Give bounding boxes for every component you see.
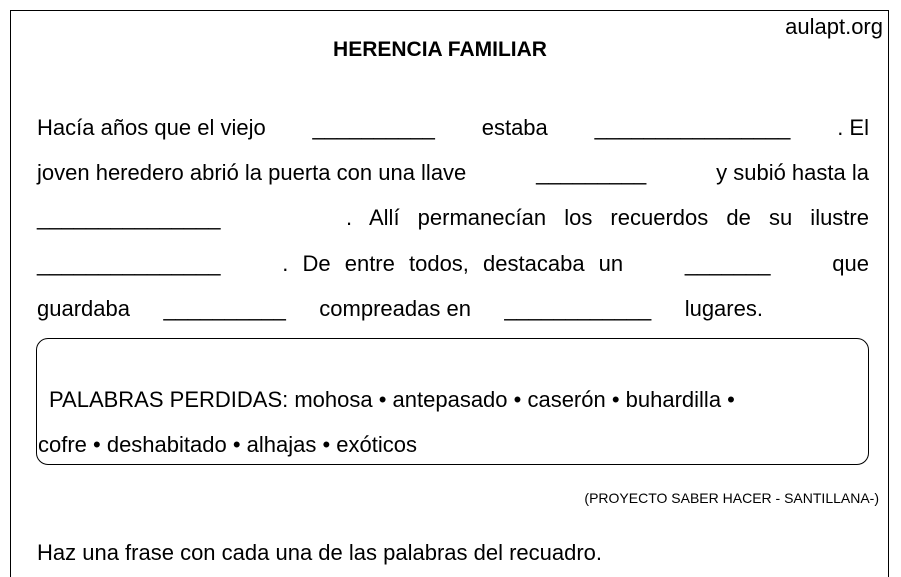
blank: ____________ [504, 296, 652, 321]
site-name: aulapt.org [785, 14, 883, 39]
word-bank-box [36, 338, 869, 465]
page-title: HERENCIA FAMILIAR [333, 38, 547, 61]
text-segment: . Allí permanecían los recuerdos de su ilustre [345, 205, 869, 230]
blank: ________________ [594, 115, 791, 140]
word-bank-text: PALABRAS PERDIDAS: mohosa • antepasado • caserón • buhardilla • [49, 387, 735, 412]
blank: _______ [684, 251, 771, 276]
text-line-4 [37, 250, 869, 278]
text-segment: . El [837, 115, 869, 140]
text-segment: Hacía años que el viejo [37, 115, 266, 140]
text-line-2 [37, 159, 869, 187]
text-segment: joven heredero abrió la puerta con una llave [37, 160, 467, 185]
text-segment: estaba [481, 115, 548, 140]
text-line-5 [37, 295, 763, 323]
word-bank-line-2: cofre • deshabitado • alhajas • exóticos [38, 432, 417, 457]
text-segment: compreadas en [319, 296, 471, 321]
blank: __________ [312, 115, 435, 140]
text-segment: . De entre todos, destacaba un [282, 251, 624, 276]
text-segment: lugares. [684, 296, 763, 321]
blank: _______________ [37, 205, 221, 230]
instruction-text: Haz una frase con cada una de las palabras del recuadro. [37, 540, 603, 565]
text-segment: guardaba [37, 296, 130, 321]
text-line-3 [37, 204, 869, 232]
blank: _______________ [37, 251, 221, 276]
text-segment: que [832, 251, 869, 276]
blank: __________ [163, 296, 286, 321]
word-bank-line-1 [49, 386, 869, 414]
text-segment: y subió hasta la [716, 160, 869, 185]
source-credit: (PROYECTO SABER HACER - SANTILLANA-) [584, 490, 879, 506]
blank: _________ [536, 160, 647, 185]
text-line-1 [37, 114, 869, 142]
